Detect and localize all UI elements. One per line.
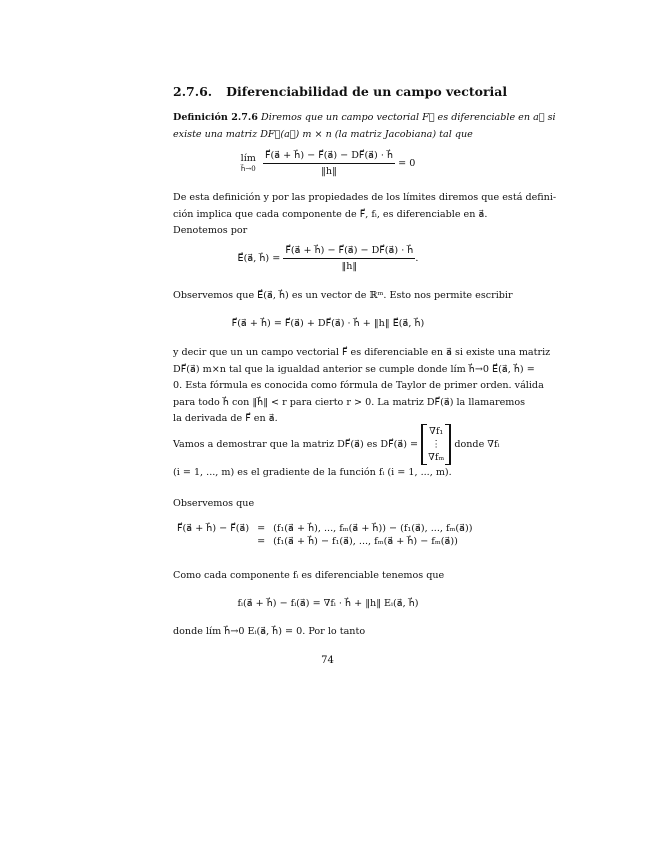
paragraph-7 (173, 624, 483, 641)
paragraph-3-line-5: la derivada de F⃗ en a⃗. (173, 413, 278, 424)
limit-word: lím (240, 152, 256, 164)
paragraph-5 (173, 496, 483, 513)
paragraph-7-line-1: donde lím h⃗→0 Eᵢ(a⃗, h⃗) = 0. Por lo tanto (173, 626, 366, 637)
components-row-2 (173, 535, 477, 548)
section-heading (173, 84, 507, 99)
paragraph-3-line-1: y decir que un un campo vectorial F⃗ es diferenciable en a⃗ si existe una matriz (173, 347, 551, 358)
paragraph-1-line-2: ción implica que cada componente de F⃗, fᵢ, es diferenciable en a⃗. (173, 208, 488, 220)
matrix-row-2: ⋮ (431, 439, 441, 450)
limit-fraction (263, 150, 395, 177)
limit-denominator: ‖h‖ (321, 166, 337, 177)
limit-subscript: h⃗→0 (240, 164, 256, 173)
limit-rhs: = 0 (398, 158, 416, 169)
paragraph-3-line-2: DF⃗(a⃗) m×n tal que la igualdad anterior se cumple donde lím h⃗→0 E⃗⃗(a⃗, h⃗) = (173, 363, 535, 375)
gradient-matrix (421, 424, 451, 465)
section-number: 2.7.6. (173, 84, 213, 99)
matrix-row-1: ∇f₁ (429, 426, 444, 437)
limit-numerator: F⃗(a⃗ + h⃗) − F⃗(a⃗) − DF⃗(a⃗) · h⃗ (263, 150, 395, 164)
limit-operator (241, 153, 256, 175)
equation-components (173, 522, 483, 548)
components-lhs: F⃗(a⃗ + h⃗) − F⃗(a⃗) (177, 523, 250, 534)
equation-error-definition (173, 245, 483, 272)
components-rhs-2: (f₁(a⃗ + h⃗) − f₁(a⃗), ..., fₘ(a⃗ + h⃗) − fₘ(a⃗)) (273, 536, 458, 547)
paragraph-3 (173, 345, 551, 428)
page-number: 74 (321, 655, 334, 666)
error-numerator: F⃗(a⃗ + h⃗) − F⃗(a⃗) − DF⃗(a⃗) · h⃗ (283, 245, 415, 259)
paragraph-6-line-1: Como cada componente fᵢ es diferenciable tenemos que (173, 570, 445, 581)
section-title: Diferenciabilidad de un campo vectorial (226, 84, 508, 99)
paragraph-4-prefix: Vamos a demostrar que la matriz DF⃗(a⃗) es DF⃗(a⃗) = (173, 439, 419, 450)
components-rhs-1: (f₁(a⃗ + h⃗), ..., fₘ(a⃗ + h⃗)) − (f₁(a⃗), ..., fₘ(a⃗)) (273, 523, 473, 534)
paragraph-1-line-1: De esta definición y por las propiedades de los límites diremos que está defini- (173, 192, 557, 203)
error-period: . (415, 253, 419, 264)
equation-limit (173, 150, 483, 177)
paragraph-4-line-2: (i = 1, ..., m) es el gradiente de la función fᵢ (i = 1, ..., m). (173, 467, 452, 478)
paragraph-1 (173, 190, 557, 240)
paragraph-3-line-3: 0. Esta fórmula es conocida como fórmula de Taylor de primer orden. válida (173, 380, 544, 391)
paragraph-2 (173, 288, 513, 305)
components-eq-2: = (257, 536, 266, 547)
equation-taylor (173, 318, 483, 329)
paragraph-2-line-1: Observemos que E⃗⃗(a⃗, h⃗) es un vector de ℝᵐ. Esto nos permite escribir (173, 290, 513, 301)
error-lhs: E⃗⃗(a⃗, h⃗) = (237, 253, 281, 264)
definition-label: Definición 2.7.6 (173, 112, 258, 123)
matrix-row-3: ∇fₘ (428, 452, 445, 463)
paragraph-4 (173, 424, 500, 482)
component-taylor-formula: fᵢ(a⃗ + h⃗) − fᵢ(a⃗) = ∇fᵢ · h⃗ + ‖h‖ Eᵢ(a⃗, h⃗) (237, 598, 419, 609)
components-table (173, 522, 477, 548)
equation-component-taylor (173, 598, 483, 609)
paragraph-6 (173, 568, 483, 585)
error-denominator: ‖h‖ (341, 261, 358, 272)
paragraph-5-line-1: Observemos que (173, 498, 255, 509)
definition-line-2: existe una matriz DF⃗(a⃗) m × n (la matriz Jacobiana) tal que (173, 128, 473, 140)
components-row-1 (173, 522, 477, 535)
paragraph-3-line-4: para todo h⃗ con ‖h⃗‖ < r para cierto r > 0. La matriz DF⃗(a⃗) la llamaremos (173, 396, 526, 408)
paragraph-4-suffix: donde ∇fᵢ (454, 439, 500, 450)
definition-block (173, 110, 556, 143)
taylor-formula: F⃗(a⃗ + h⃗) = F⃗(a⃗) + DF⃗(a⃗) · h⃗ + ‖h‖ E⃗(a⃗, h⃗) (231, 318, 425, 329)
definition-line-1: Diremos que un campo vectorial F⃗ es diferenciable en a⃗ si (261, 112, 556, 123)
paragraph-1-line-3: Denotemos por (173, 225, 248, 236)
error-fraction (283, 245, 415, 272)
components-eq-1: = (257, 523, 266, 534)
